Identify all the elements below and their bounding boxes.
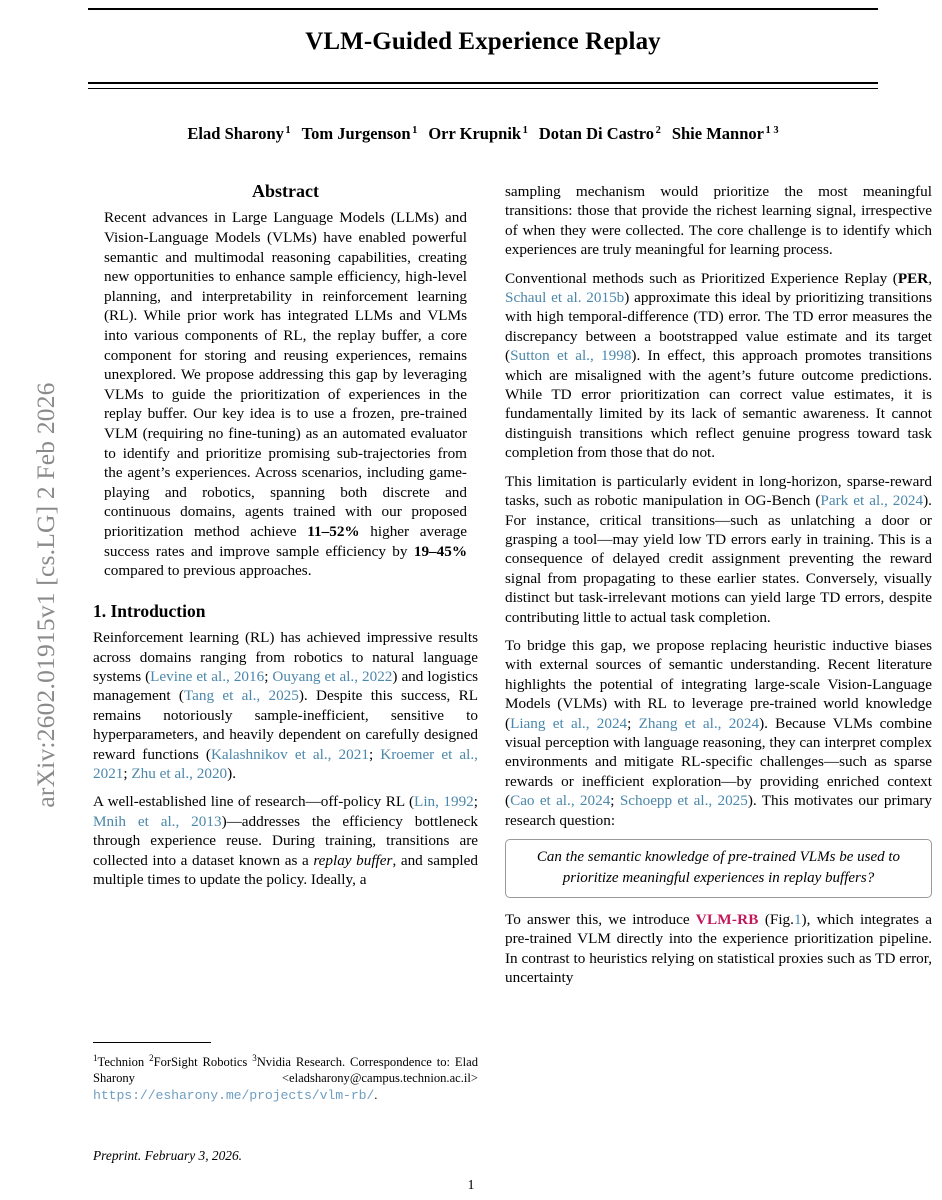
page-number: 1 [467,1178,475,1193]
intro-sep-4: ; [473,793,478,811]
right-paragraph-2 [505,269,932,463]
intro-paragraph-1 [93,628,478,783]
section-heading-introduction: 1. Introduction [93,600,206,621]
right-p5-b: (Fig. [758,911,794,928]
affiliation-technion: Technion [97,1055,150,1070]
author-affiliation-marker: 1 [412,124,418,136]
author-affiliation-marker: 1 [285,124,291,136]
citation-kalashnikov-2021[interactable]: Kalashnikov et al., 2021 [210,745,369,763]
intro-sep-3: ; [123,764,132,782]
footnote-marker-2: 2 [149,1053,154,1063]
left-column [93,182,478,898]
author-affiliation-marker: 2 [655,124,661,136]
author-list [88,124,878,144]
author-entry [187,124,290,143]
citation-kroemer-2021[interactable]: Kroemer et al., 2021 [93,745,478,782]
intro-p1-h: ). [227,764,237,782]
affiliation-forsight: ForSight Robotics [153,1055,253,1070]
author-entry [428,124,528,143]
author-name: Elad Sharony [187,124,284,143]
header-rule-double [88,82,878,89]
right-sep-2: ; [627,714,639,732]
author-name: Shie Mannor [671,124,764,143]
citation-tang-2025[interactable]: Tang et al., 2025 [183,687,299,705]
author-entry [672,124,779,143]
research-question-box: Can the semantic knowledge of pre-trained VLMs be used to prioritize meaningful experiences in replay buffers? [505,839,932,898]
footnote-marker-1: 1 [93,1053,98,1063]
right-p2-d: ). In effect, this approach promotes transitions which are misaligned with the agent’s future outcome predictions. While TD error prioritization can correct value estimates, it is fundamentally limited by its lack of semantic awareness. It cannot distinguish transitions which reflect genuine progress toward task completion from those that do not. [505,347,932,462]
intro-p1-e: ). Despite this success, RL remains notoriously sample-inefficient, sensitive to hyperparameters, and heavily dependent on carefully designed reward functions ( [93,687,478,763]
right-p4-e: ). This motivates our primary research question: [505,792,932,829]
author-affiliation-marker: 1 [522,124,528,136]
citation-lin-1992[interactable]: Lin, 1992 [414,793,474,811]
abstract-heading: Abstract [252,181,319,201]
arxiv-identifier-stamp: arXiv:2602.01915v1 [cs.LG] 2 Feb 2026 [31,382,60,808]
right-paragraph-1: sampling mechanism would prioritize the most meaningful transitions: those that provide the richest learning signal, irrespective of when they were collected. The core challenge is to identify which experiences are truly meaningful for learning process. [505,183,932,259]
paper-content [88,0,932,1200]
right-p5-c: ), which integrates a pre-trained VLM directly into the experience prioritization pipeline. In contrast to heuristics relying on statistical proxies such as TD error, uncertainty [505,911,932,987]
author-entry [539,124,661,143]
right-column [505,182,932,997]
intro-p1-d: ) and logistics management ( [93,667,478,705]
right-paragraph-3 [505,472,932,627]
footnote-period: . [374,1087,378,1102]
citation-park-2024[interactable]: Park et al., 2024 [820,492,924,510]
abstract-paragraph [93,208,478,580]
intro-p2-a: A well-established line of research—off-policy RL ( [93,793,415,811]
footnote-block [93,1042,478,1104]
acronym-per: PER [897,269,929,287]
citation-cao-2024[interactable]: Cao et al., 2024 [510,792,611,810]
citation-levine-2016[interactable]: Levine et al., 2016 [150,667,265,685]
right-sep-3: ; [610,792,620,810]
footnote-text [93,1050,478,1104]
intro-paragraph-2 [93,792,478,889]
author-affiliation-marker: 1 3 [765,124,779,136]
right-p3-a: This limitation is particularly evident in long-horizon, sparse-reward tasks, such as robotic manipulation in OG-Bench ( [505,472,932,510]
footnote-rule [93,1042,211,1043]
method-name-vlm-rb: VLM-RB [695,911,759,928]
citation-schoepp-2025[interactable]: Schoepp et al., 2025 [619,792,748,810]
header-rule-top [88,8,878,10]
project-url-link[interactable]: https://esharony.me/projects/vlm-rb/ [93,1087,375,1103]
right-p5-a: To answer this, we introduce [505,911,696,928]
intro-p2-d: , and sampled multiple times to update the policy. Ideally, a [93,851,478,888]
abstract-text-part-2: higher average success rates and improve sample efficiency by [104,522,467,560]
intro-p1-a: Reinforcement learning (RL) has achieved impressive results across domains ranging from robotics to natural language systems ( [93,629,478,685]
footnote-marker-3: 3 [252,1053,257,1063]
author-entry [302,124,418,143]
intro-p2-c: )—addresses the efficiency bottleneck through experience reuse. During training, transitions are collected into a dataset known as a [93,812,478,869]
citation-schaul-2015b[interactable]: Schaul et al. 2015b [505,289,625,307]
right-p2-c: ) approximate this ideal by prioritizing transitions with high temporal-difference (TD) error. The TD error measures the discrepancy between a bootstrapped value estimate and its target ( [505,289,932,365]
right-p2-a: Conventional methods such as Prioritized Experience Replay ( [505,269,898,287]
preprint-notice: Preprint. February 3, 2026. [93,1148,243,1163]
figure-reference-1[interactable]: 1 [793,911,802,928]
affiliation-nvidia-and-correspondence: Nvidia Research. Correspondence to: Elad Sharony <eladsharony@campus.technion.ac.il> [93,1055,479,1086]
intro-sep: ; [264,667,273,685]
author-name: Dotan Di Castro [538,124,655,143]
citation-sutton-1998[interactable]: Sutton et al., 1998 [510,347,632,365]
author-name: Tom Jurgenson [301,124,411,143]
right-sep-1: , [928,269,932,287]
abstract-metric-efficiency: 19–45% [413,542,467,560]
citation-liang-2024[interactable]: Liang et al., 2024 [510,714,628,732]
right-p4-c: ). Because VLMs combine visual perception with language reasoning, they can interpret complex environments and mitigate RL-specific challenges—such as sparse rewards or inefficient exploration—by providing enriched context ( [505,714,932,810]
citation-zhu-2020[interactable]: Zhu et al., 2020 [131,764,228,782]
author-name: Orr Krupnik [428,124,522,143]
abstract-text-part-3: compared to previous approaches. [104,562,312,580]
right-paragraph-5 [505,910,932,988]
right-p3-b: ). For instance, critical transitions—such as unlatching a door or grasping a tool—may yield low TD errors early in training. This is a consequence of delayed credit assignment preventing the reward signal from propagating to these earlier states. Conversely, visually distinct but task-irrelevant motions can yield large TD errors, despite contributing little to actual task completion. [505,492,932,626]
right-paragraph-4 [505,636,932,830]
page-title: VLM-Guided Experience Replay [305,28,661,55]
citation-mnih-2013[interactable]: Mnih et al., 2013 [93,812,222,830]
emphasis-replay-buffer: replay buffer [313,851,393,869]
citation-ouyang-2022[interactable]: Ouyang et al., 2022 [272,667,393,685]
intro-sep-2: ; [368,745,381,763]
abstract-text-part-1: Recent advances in Large Language Models (LLMs) and Vision-Language Models (VLMs) have enabled powerful semantic and multimodal reasoning capabilities, creating new opportunities to enhance sample efficiency, high-level planning, and interpretability in reinforcement learning (RL). While prior work has integrated LLMs and VLMs into various components of RL, the replay buffer, a core component for storing and reusing experiences, remains unexplored. We propose addressing this gap by leveraging VLMs to guide the prioritization of experiences in the replay buffer. Our key idea is to use a frozen, pre-trained VLM (requiring no fine-tuning) as an automated evaluator to identify and prioritize promising sub-trajectories from the agent’s experiences. Across scenarios, including game-playing and robotics, spanning both discrete and continuous domains, agents trained with our proposed prioritization method achieve [104,209,467,540]
abstract-metric-success: 11–52% [307,522,360,540]
citation-zhang-2024[interactable]: Zhang et al., 2024 [638,714,760,732]
right-p4-a: To bridge this gap, we propose replacing heuristic inductive biases with external sources of semantic understanding. Recent literature highlights the potential of integrating large-scale Vision-Language Models (VLMs) with RL to leverage pre-trained world knowledge ( [505,636,932,732]
